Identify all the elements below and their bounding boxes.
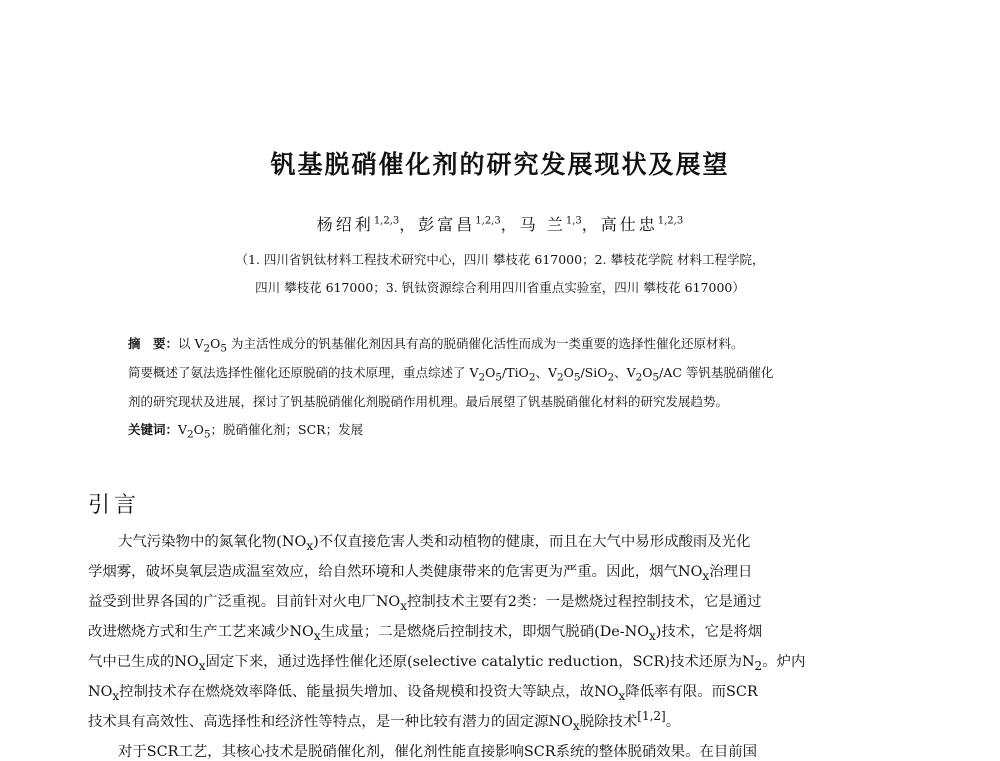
body-line-7: 技术具有高效性、高选择性和经济性等特点，是一种比较有潜力的固定源$NO_x$脱除技术[1,2]。 [88, 709, 681, 733]
paper-title: 钒基脱硝催化剂的研究发展现状及展望 [270, 150, 730, 179]
affiliation-line-1: （1. 四川省钒钛材料工程技术研究中心，四川 攀枝花 617000；2. 攀枝花学院 材料工程学院， [235, 252, 765, 267]
abstract-label: 摘 要： [128, 336, 179, 351]
author-list: 杨绍利$^{1,2,3}$，彭富昌$^{1,2,3}$，马 兰$^{1,3}$，高仕忠$^{1,2,3}$ [316, 215, 684, 234]
body-line-3: 益受到世界各国的广泛重视。目前针对火电厂$NO_x$控制技术主要有2类：一是燃烧过程控制技术，它是通过 [88, 594, 762, 613]
section-heading-introduction: 引言 [88, 493, 141, 518]
body-line-1: 大气污染物中的氮氧化物$(NO_x)$不仅直接危害人类和动植物的健康，而且在大气中易形成酸雨及光化 [118, 534, 751, 553]
keywords-line [128, 420, 908, 441]
body-line-8: 对于SCR工艺，其核心技术是脱硝催化剂，催化剂性能直接影响SCR系统的整体脱硝效果。在目前国 [118, 744, 758, 760]
keywords-label: 关键词： [128, 422, 179, 437]
abstract-text-1: 以 $V_2O_5$ 为主活性成分的钒基催化剂因具有高的脱硝催化活性而成为一类重要的选择性催化还原材料。 [178, 336, 744, 355]
body-line-5: 气中已生成的$NO_x$固定下来，通过选择性催化还原(selective catalytic reduction，SCR)技术还原为$N_2$。炉内 [88, 654, 806, 673]
affiliation-line-2: 四川 攀枝花 617000；3. 钒钛资源综合利用四川省重点实验室，四川 攀枝花 617000） [255, 280, 745, 295]
abstract-line-2: 简要概述了氨法选择性催化还原脱硝的技术原理，重点综述了 $V_2O_5/TiO_2$、$V_2O_5/SiO_2$、$V_2O_5/AC$ 等钒基脱硝催化 [128, 365, 774, 384]
body-line-6: $NO_x$控制技术存在燃烧效率降低、能量损失增加、设备规模和投资大等缺点，故$NO_x$降低率有限。而SCR [88, 684, 758, 703]
keywords-text: $V_2O_5$；脱硝催化剂；SCR；发展 [178, 422, 364, 441]
body-line-4: 改进燃烧方式和生产工艺来减少$NO_x$生成量；二是燃烧后控制技术，即烟气脱硝$(De-NO_x)$技术，它是将烟 [88, 624, 763, 643]
abstract-line-3: 剂的研究现状及进展，探讨了钒基脱硝催化剂脱硝作用机理。最后展望了钒基脱硝催化材料的研究发展趋势。 [128, 394, 729, 409]
body-line-2: 学烟雾，破坏臭氧层造成温室效应，给自然环境和人类健康带来的危害更为严重。因此，烟气$NO_x$治理日 [88, 564, 753, 583]
abstract-line-1 [128, 334, 908, 355]
